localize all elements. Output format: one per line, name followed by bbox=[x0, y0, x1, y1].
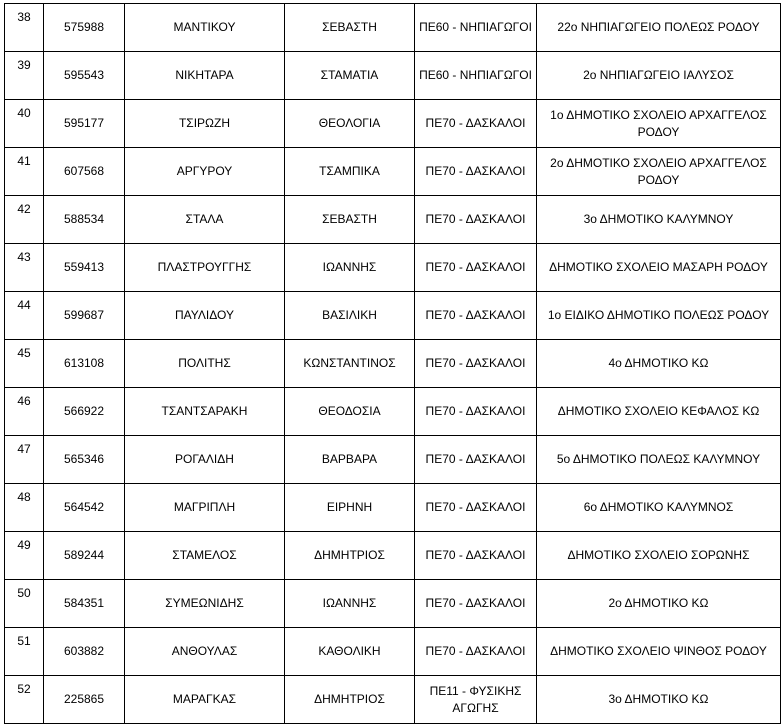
table-row bbox=[5, 4, 781, 52]
first-name: ΔΗΜΗΤΡΙΟΣ bbox=[285, 532, 415, 580]
row-number: 45 bbox=[5, 340, 44, 388]
specialty: ΠΕ70 - ΔΑΣΚΑΛΟΙ bbox=[415, 100, 537, 148]
specialty: ΠΕ70 - ΔΑΣΚΑΛΟΙ bbox=[415, 292, 537, 340]
registry-code: 595177 bbox=[44, 100, 125, 148]
first-name: ΣΤΑΜΑΤΙΑ bbox=[285, 52, 415, 100]
school: 1ο ΔΗΜΟΤΙΚΟ ΣΧΟΛΕΙΟ ΑΡΧΑΓΓΕΛΟΣ ΡΟΔΟΥ bbox=[537, 100, 781, 148]
first-name: ΘΕΟΛΟΓΙΑ bbox=[285, 100, 415, 148]
first-name: ΙΩΑΝΝΗΣ bbox=[285, 244, 415, 292]
surname: ΜΑΓΡΙΠΛΗ bbox=[125, 484, 285, 532]
row-number: 47 bbox=[5, 436, 44, 484]
surname: ΑΡΓΥΡΟΥ bbox=[125, 148, 285, 196]
table-row bbox=[5, 484, 781, 532]
registry-code: 225865 bbox=[44, 676, 125, 724]
school: 2ο ΔΗΜΟΤΙΚΟ ΣΧΟΛΕΙΟ ΑΡΧΑΓΓΕΛΟΣ ΡΟΔΟΥ bbox=[537, 148, 781, 196]
school: ΔΗΜΟΤΙΚΟ ΣΧΟΛΕΙΟ ΣΟΡΩΝΗΣ bbox=[537, 532, 781, 580]
table-body bbox=[5, 4, 781, 724]
table-row bbox=[5, 244, 781, 292]
registry-code: 575988 bbox=[44, 4, 125, 52]
first-name: ΣΕΒΑΣΤΗ bbox=[285, 196, 415, 244]
surname: ΠΟΛΙΤΗΣ bbox=[125, 340, 285, 388]
surname: ΤΣΙΡΩΖΗ bbox=[125, 100, 285, 148]
row-number: 52 bbox=[5, 676, 44, 724]
surname: ΣΤΑΜΕΛΟΣ bbox=[125, 532, 285, 580]
table-row bbox=[5, 388, 781, 436]
specialty: ΠΕ60 - ΝΗΠΙΑΓΩΓΟΙ bbox=[415, 52, 537, 100]
first-name: ΘΕΟΔΟΣΙΑ bbox=[285, 388, 415, 436]
row-number: 44 bbox=[5, 292, 44, 340]
specialty: ΠΕ70 - ΔΑΣΚΑΛΟΙ bbox=[415, 388, 537, 436]
registry-code: 603882 bbox=[44, 628, 125, 676]
first-name: ΙΩΑΝΝΗΣ bbox=[285, 580, 415, 628]
table-row bbox=[5, 628, 781, 676]
table-row bbox=[5, 196, 781, 244]
surname: ΣΥΜΕΩΝΙΔΗΣ bbox=[125, 580, 285, 628]
row-number: 50 bbox=[5, 580, 44, 628]
table-row bbox=[5, 52, 781, 100]
row-number: 46 bbox=[5, 388, 44, 436]
registry-code: 613108 bbox=[44, 340, 125, 388]
specialty: ΠΕ70 - ΔΑΣΚΑΛΟΙ bbox=[415, 532, 537, 580]
registry-code: 584351 bbox=[44, 580, 125, 628]
specialty: ΠΕ70 - ΔΑΣΚΑΛΟΙ bbox=[415, 580, 537, 628]
school: 3ο ΔΗΜΟΤΙΚΟ ΚΑΛΥΜΝΟΥ bbox=[537, 196, 781, 244]
surname: ΣΤΑΛΑ bbox=[125, 196, 285, 244]
specialty: ΠΕ70 - ΔΑΣΚΑΛΟΙ bbox=[415, 196, 537, 244]
registry-code: 566922 bbox=[44, 388, 125, 436]
registry-code: 588534 bbox=[44, 196, 125, 244]
surname: ΑΝΘΟΥΛΑΣ bbox=[125, 628, 285, 676]
surname: ΜΑΝΤΙΚΟΥ bbox=[125, 4, 285, 52]
registry-code: 607568 bbox=[44, 148, 125, 196]
surname: ΜΑΡΑΓΚΑΣ bbox=[125, 676, 285, 724]
first-name: ΕΙΡΗΝΗ bbox=[285, 484, 415, 532]
specialty: ΠΕ70 - ΔΑΣΚΑΛΟΙ bbox=[415, 148, 537, 196]
surname: ΝΙΚΗΤΑΡΑ bbox=[125, 52, 285, 100]
surname: ΠΑΥΛΙΔΟΥ bbox=[125, 292, 285, 340]
surname: ΠΛΑΣΤΡΟΥΓΓΗΣ bbox=[125, 244, 285, 292]
registry-code: 564542 bbox=[44, 484, 125, 532]
first-name: ΣΕΒΑΣΤΗ bbox=[285, 4, 415, 52]
school: 2ο ΔΗΜΟΤΙΚΟ ΚΩ bbox=[537, 580, 781, 628]
first-name: ΚΑΘΟΛΙΚΗ bbox=[285, 628, 415, 676]
school: 2ο ΝΗΠΙΑΓΩΓΕΙΟ ΙΑΛΥΣΟΣ bbox=[537, 52, 781, 100]
first-name: ΤΣΑΜΠΙΚΑ bbox=[285, 148, 415, 196]
appointments-table bbox=[4, 3, 781, 724]
school: 1ο ΕΙΔΙΚΟ ΔΗΜΟΤΙΚΟ ΠΟΛΕΩΣ ΡΟΔΟΥ bbox=[537, 292, 781, 340]
first-name: ΒΑΡΒΑΡΑ bbox=[285, 436, 415, 484]
table-row bbox=[5, 532, 781, 580]
registry-code: 599687 bbox=[44, 292, 125, 340]
row-number: 49 bbox=[5, 532, 44, 580]
row-number: 48 bbox=[5, 484, 44, 532]
specialty: ΠΕ70 - ΔΑΣΚΑΛΟΙ bbox=[415, 484, 537, 532]
specialty: ΠΕ70 - ΔΑΣΚΑΛΟΙ bbox=[415, 244, 537, 292]
registry-code: 559413 bbox=[44, 244, 125, 292]
school: ΔΗΜΟΤΙΚΟ ΣΧΟΛΕΙΟ ΨΙΝΘΟΣ ΡΟΔΟΥ bbox=[537, 628, 781, 676]
school: ΔΗΜΟΤΙΚΟ ΣΧΟΛΕΙΟ ΜΑΣΑΡΗ ΡΟΔΟΥ bbox=[537, 244, 781, 292]
table-row bbox=[5, 148, 781, 196]
school: 5ο ΔΗΜΟΤΙΚΟ ΠΟΛΕΩΣ ΚΑΛΥΜΝΟΥ bbox=[537, 436, 781, 484]
table-row bbox=[5, 292, 781, 340]
registry-code: 565346 bbox=[44, 436, 125, 484]
school: 4ο ΔΗΜΟΤΙΚΟ ΚΩ bbox=[537, 340, 781, 388]
school: 22ο ΝΗΠΙΑΓΩΓΕΙΟ ΠΟΛΕΩΣ ΡΟΔΟΥ bbox=[537, 4, 781, 52]
school: 3ο ΔΗΜΟΤΙΚΟ ΚΩ bbox=[537, 676, 781, 724]
row-number: 40 bbox=[5, 100, 44, 148]
first-name: ΒΑΣΙΛΙΚΗ bbox=[285, 292, 415, 340]
table-row bbox=[5, 580, 781, 628]
table-row bbox=[5, 100, 781, 148]
registry-code: 589244 bbox=[44, 532, 125, 580]
school: ΔΗΜΟΤΙΚΟ ΣΧΟΛΕΙΟ ΚΕΦΑΛΟΣ ΚΩ bbox=[537, 388, 781, 436]
row-number: 41 bbox=[5, 148, 44, 196]
row-number: 39 bbox=[5, 52, 44, 100]
surname: ΤΣΑΝΤΣΑΡΑΚΗ bbox=[125, 388, 285, 436]
school: 6ο ΔΗΜΟΤΙΚΟ ΚΑΛΥΜΝΟΣ bbox=[537, 484, 781, 532]
row-number: 38 bbox=[5, 4, 44, 52]
row-number: 51 bbox=[5, 628, 44, 676]
table-row bbox=[5, 436, 781, 484]
registry-code: 595543 bbox=[44, 52, 125, 100]
row-number: 42 bbox=[5, 196, 44, 244]
specialty: ΠΕ70 - ΔΑΣΚΑΛΟΙ bbox=[415, 340, 537, 388]
specialty: ΠΕ11 - ΦΥΣΙΚΗΣ ΑΓΩΓΗΣ bbox=[415, 676, 537, 724]
first-name: ΚΩΝΣΤΑΝΤΙΝΟΣ bbox=[285, 340, 415, 388]
table-row bbox=[5, 340, 781, 388]
first-name: ΔΗΜΗΤΡΙΟΣ bbox=[285, 676, 415, 724]
table-row bbox=[5, 676, 781, 724]
specialty: ΠΕ70 - ΔΑΣΚΑΛΟΙ bbox=[415, 436, 537, 484]
surname: ΡΟΓΑΛΙΔΗ bbox=[125, 436, 285, 484]
specialty: ΠΕ60 - ΝΗΠΙΑΓΩΓΟΙ bbox=[415, 4, 537, 52]
specialty: ΠΕ70 - ΔΑΣΚΑΛΟΙ bbox=[415, 628, 537, 676]
row-number: 43 bbox=[5, 244, 44, 292]
